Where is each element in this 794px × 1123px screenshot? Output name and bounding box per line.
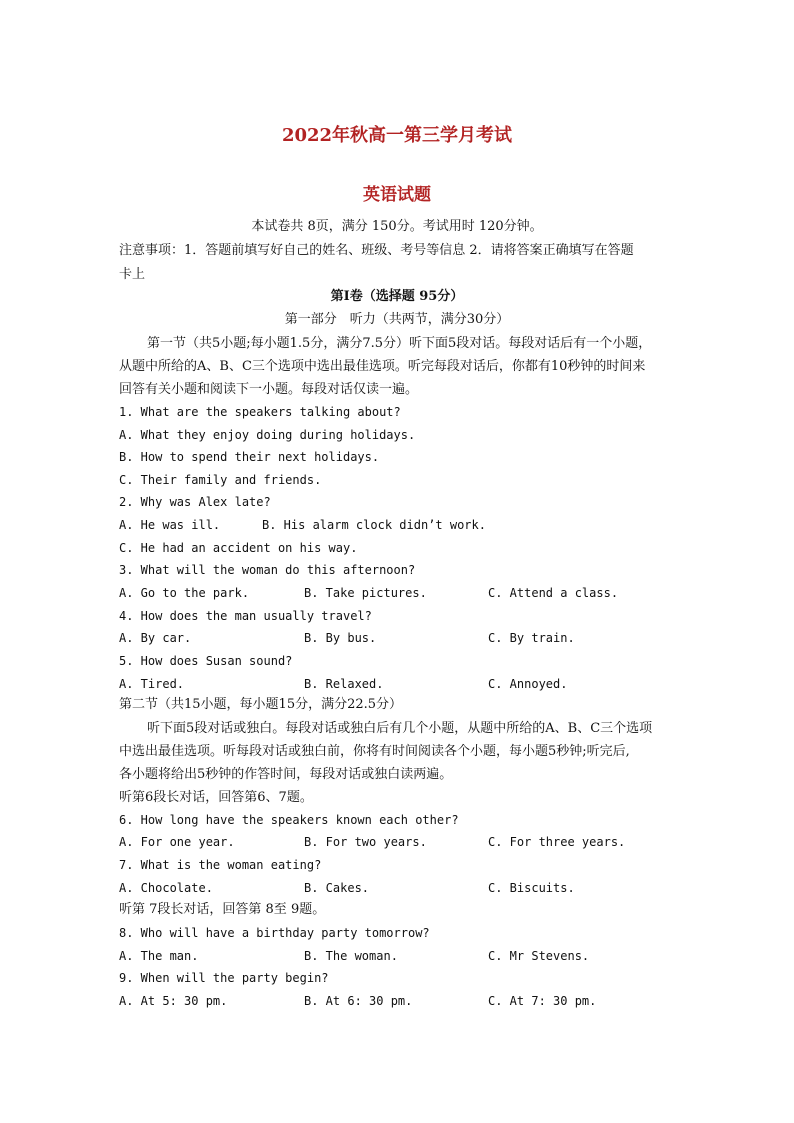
question-6: 6. How long have the speakers known each other? <box>119 813 459 827</box>
section1-instruction-1: 第一节（共5小题;每小题1.5分，满分7.5分）听下面5段对话。每段对话后有一个小题， <box>147 336 652 351</box>
question-8: 8. Who will have a birthday party tomorrow? <box>119 926 430 940</box>
option-8a: A. The man. <box>119 949 199 963</box>
option-7c: C. Biscuits. <box>488 881 575 895</box>
option-3a: A. Go to the park. <box>119 586 250 600</box>
question-9: 9. When will the party begin? <box>119 971 329 985</box>
option-7b: B. Cakes. <box>304 881 370 895</box>
notice-line-1: 注意事项：1．答题前填写好自己的姓名、班级、考号等信息 2．请将答案正确填写在答题 <box>119 243 634 258</box>
option-9a: A. At 5: 30 pm. <box>119 994 228 1008</box>
option-7a: A. Chocolate. <box>119 881 213 895</box>
exam-info: 本试卷共 8页，满分 150分。考试用时 120分钟。 <box>251 219 543 234</box>
option-5b: B. Relaxed. <box>304 677 384 691</box>
option-1a: A. What they enjoy doing during holidays. <box>119 428 416 442</box>
question-4: 4. How does the man usually travel? <box>119 609 372 623</box>
option-5a: A. Tired. <box>119 677 185 691</box>
option-6c: C. For three years. <box>488 835 626 849</box>
exam-title: 2022年秋高一第三学月考试 <box>281 125 513 146</box>
dialog-7-heading: 听第 7段长对话，回答第 8至 9题。 <box>119 902 326 917</box>
option-4b: B. By bus. <box>304 631 377 645</box>
part-title: 第一部分 听力（共两节，满分30分） <box>284 312 510 327</box>
dialog-6-heading: 听第6段长对话，回答第6、7题。 <box>119 790 313 805</box>
option-4a: A. By car. <box>119 631 192 645</box>
option-3b: B. Take pictures. <box>304 586 427 600</box>
notice-line-2: 卡上 <box>119 267 146 282</box>
option-4c: C. By train. <box>488 631 575 645</box>
exam-subtitle: 英语试题 <box>363 185 431 205</box>
option-1c: C. Their family and friends. <box>119 473 322 487</box>
option-8c: C. Mr Stevens. <box>488 949 590 963</box>
option-1b: B. How to spend their next holidays. <box>119 450 380 464</box>
option-2c: C. He had an accident on his way. <box>119 541 358 555</box>
option-5c: C. Annoyed. <box>488 677 568 691</box>
section2-title: 第二节（共15小题，每小题15分，满分22.5分） <box>119 697 403 712</box>
section1-instruction-3: 回答有关小题和阅读下一小题。每段对话仅读一遍。 <box>119 382 419 397</box>
option-3c: C. Attend a class. <box>488 586 619 600</box>
question-7: 7. What is the woman eating? <box>119 858 322 872</box>
section2-instruction-3: 各小题将给出5秒钟的作答时间，每段对话或独白读两遍。 <box>119 767 453 782</box>
question-3: 3. What will the woman do this afternoon? <box>119 563 416 577</box>
option-2b: B. His alarm clock didn’t work. <box>262 518 486 532</box>
option-6b: B. For two years. <box>304 835 427 849</box>
section2-instruction-2: 中选出最佳选项。听每段对话或独白前，你将有时间阅读各个小题，每小题5秒钟;听完后, <box>119 744 630 759</box>
question-1: 1. What are the speakers talking about? <box>119 405 401 419</box>
volume-title: 第Ⅰ卷（选择题 95分） <box>330 289 464 304</box>
option-6a: A. For one year. <box>119 835 235 849</box>
section2-instruction-1: 听下面5段对话或独白。每段对话或独白后有几个小题，从题中所给的A、B、C三个选项 <box>147 721 653 736</box>
question-2: 2. Why was Alex late? <box>119 495 271 509</box>
option-9c: C. At 7: 30 pm. <box>488 994 597 1008</box>
option-8b: B. The woman. <box>304 949 398 963</box>
option-9b: B. At 6: 30 pm. <box>304 994 413 1008</box>
option-2a: A. He was ill. <box>119 518 221 532</box>
question-5: 5. How does Susan sound? <box>119 654 293 668</box>
section1-instruction-2: 从题中所给的A、B、C三个选项中选出最佳选项。听完每段对话后，你都有10秒钟的时间来 <box>119 359 646 374</box>
